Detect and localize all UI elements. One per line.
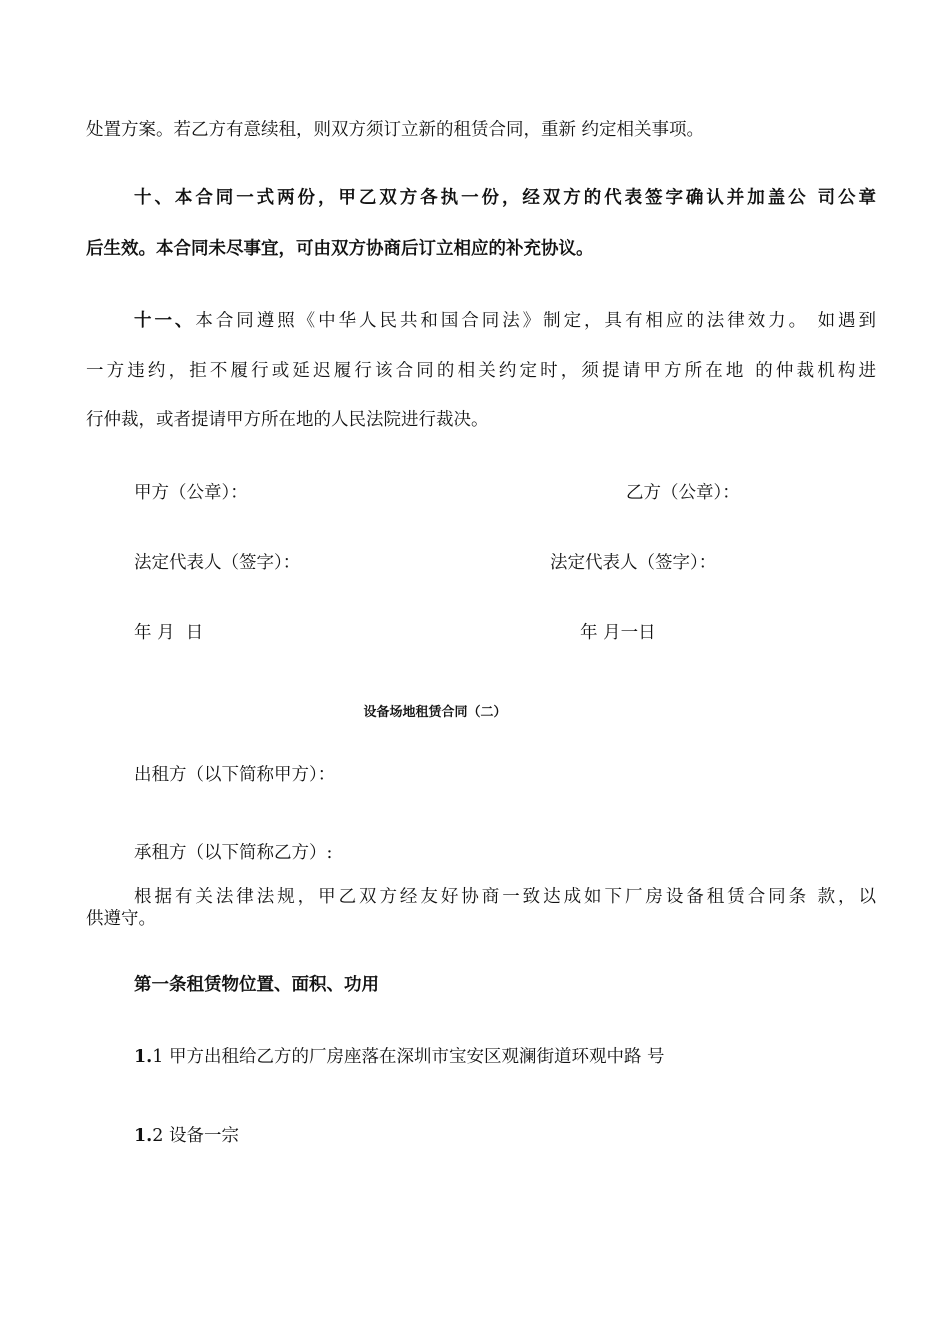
paragraph-line: 处置方案。若乙方有意续租，则双方须订立新的租赁合同，重新 约定相关事项。	[86, 120, 705, 140]
lessee-label: 承租方（以下简称乙方）:	[134, 843, 333, 863]
clause-10-line-2: 后生效。本合同未尽事宜，可由双方协商后订立相应的补充协议。	[86, 239, 594, 259]
item-1-1-text: 1 甲方出租给乙方的厂房座落在深圳市宝安区观澜街道环观中路 号	[152, 1047, 665, 1067]
party-b-seal-label: 乙方（公章）：	[626, 483, 740, 503]
clause-11-line-1	[134, 309, 876, 333]
article-1-heading: 第一条租赁物位置、面积、功用	[134, 975, 379, 995]
clause-11-number: 十一、	[134, 311, 196, 331]
party-a-seal-label: 甲方（公章）：	[134, 483, 248, 503]
item-1-2	[134, 1124, 239, 1148]
clause-11-text: 本合同遵照《中华人民共和国合同法》制定，具有相应的法律效力。 如遇到	[195, 311, 876, 331]
clause-10-line-1: 十、本合同一式两份，甲乙双方各执一份，经双方的代表签字确认并加盖公 司公章	[134, 188, 876, 208]
item-1-2-text: 2 设备一宗	[152, 1126, 239, 1146]
party-b-representative-label: 法定代表人（签字）：	[550, 553, 717, 573]
clause-11-line-3: 行仲裁，或者提请甲方所在地的人民法院进行裁决。	[86, 410, 489, 430]
item-1-1-number: 1.	[134, 1047, 153, 1067]
intro-line-1: 根据有关法律法规，甲乙双方经友好协商一致达成如下厂房设备租赁合同条 款，以	[134, 887, 876, 907]
lessor-label: 出租方（以下简称甲方）：	[134, 765, 336, 785]
contract-title: 设备场地租赁合同（二）	[363, 705, 507, 720]
item-1-2-number: 1.	[134, 1126, 153, 1146]
party-a-representative-label: 法定代表人（签字）：	[134, 553, 301, 573]
party-a-date: 年 月 日	[134, 623, 204, 643]
clause-11-line-2: 一方违约，拒不履行或延迟履行该合同的相关约定时，须提请甲方所在地 的仲裁机构进	[86, 361, 876, 381]
intro-line-2: 供遵守。	[86, 909, 156, 929]
item-1-1	[134, 1045, 665, 1069]
party-b-date: 年 月一日	[580, 623, 656, 643]
